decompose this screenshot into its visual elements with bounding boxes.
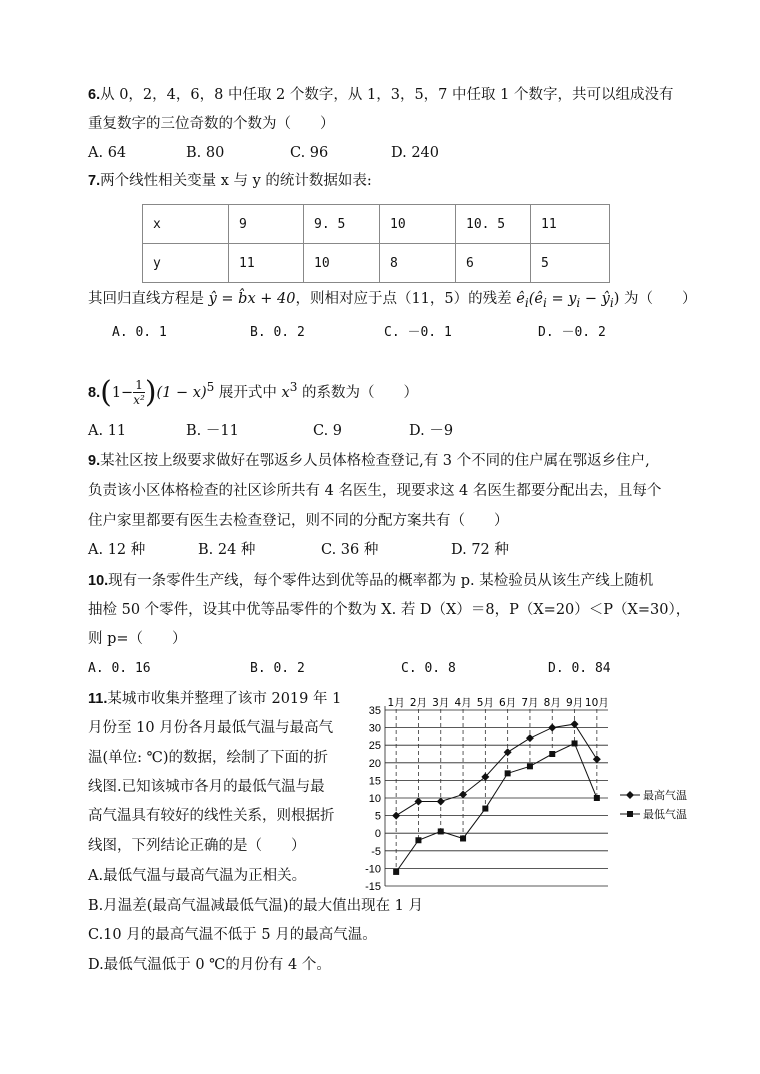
q9-number: 9. [88,453,101,469]
q8-line [88,364,418,410]
q11-line3: 温(单位: ℃)的数据，绘制了下面的折 [88,750,329,766]
q7-option-a: A. 0. 1 [112,325,167,340]
q7-residual-close: ) [613,291,620,307]
q11-line1 [88,689,341,709]
table-cell: 9 [229,205,304,244]
month-label: 1月 [387,697,405,709]
y-tick-label: 0 [374,828,381,841]
min-temp-point [460,835,466,841]
q6-line1 [88,85,673,105]
q6-line2: 重复数字的三位奇数的个数为（ ） [88,116,335,132]
q8-var-exp: 3 [289,380,298,394]
min-temp-point [438,828,444,834]
table-cell: 10 [304,244,380,283]
q11-option-c: C.10 月的最高气温不低于 5 月的最高气温。 [88,927,377,943]
q10-option-a: A. 0. 16 [88,661,151,676]
table-cell: 11 [229,244,304,283]
q7-line1 [88,171,372,191]
q8-option-d: D. －9 [409,423,454,439]
q10-text1: 现有一条零件生产线，每个零件达到优等品的概率都为 p. 某检验员从该生产线上随机 [108,573,654,589]
month-label: 5月 [476,697,494,709]
q7-text-mid: ，则相对应于点（11，5）的残差 [295,291,517,307]
max-temp-point [414,798,422,806]
q8-number: 8. [88,384,101,401]
q7-regression-line [88,289,697,313]
q7-text-post: 为（ ） [619,291,697,307]
table-cell: 8 [380,244,456,283]
q11-line5: 高气温具有较好的线性关系，则根据折 [88,808,335,824]
q8-tail-pre: 展开式中 [214,384,282,401]
min-temp-point [549,751,555,757]
month-label: 9月 [565,697,584,709]
q8-var: x [281,384,290,401]
q9-options [88,540,720,560]
q7-number: 7. [88,173,101,189]
q10-option-b: B. 0. 2 [250,661,305,676]
y-tick-label: 25 [368,740,381,753]
month-label: 2月 [409,697,428,709]
month-label: 4月 [454,697,472,709]
max-temp-point [571,720,579,728]
legend-label: 最高气温 [643,789,687,802]
q8-frac-den: x² [133,393,145,408]
max-temp-point [526,734,534,742]
q8-frac-num: 1 [135,378,143,393]
q8-option-c: C. 9 [313,423,343,439]
q10-option-c: C. 0. 8 [401,661,456,676]
legend-label: 最低气温 [643,808,687,821]
q8-option-a: A. 11 [88,423,127,439]
min-temp-point [527,763,533,769]
y-tick-label: 35 [368,705,381,717]
q9-option-c: C. 36 种 [321,542,379,558]
q8-options [88,421,720,441]
q7-option-d: D. －0. 2 [538,325,606,340]
q6-option-d: D. 240 [391,145,440,161]
max-temp-point [437,798,445,806]
q10-line1 [88,571,653,591]
table-cell: 10 [380,205,456,244]
y-tick-label: -15 [365,881,381,892]
q9-line2: 负责该小区体格检查的社区诊所共有 4 名医生，现要求这 4 名医生都要分配出去，且每个 [88,483,662,499]
min-temp-point [572,740,578,746]
temperature-line-chart [352,692,702,892]
table-cell: y [143,244,229,283]
q11-option-b: B.月温差(最高气温减最低气温)的最大值出现在 1 月 [88,898,424,914]
table-cell: 9. 5 [304,205,380,244]
q8-fraction [133,378,145,407]
table-cell: 10. 5 [456,205,531,244]
y-tick-label: 15 [368,775,381,788]
q6-option-b: B. 80 [186,145,225,161]
q6-option-a: A. 64 [88,145,127,161]
series-line-1 [396,724,597,816]
y-tick-label: -10 [365,863,381,876]
table-cell: 6 [456,244,531,283]
q7-options [88,323,720,343]
q11-line4: 线图.已知该城市各月的最低气温与最 [88,779,325,795]
table-cell: x [143,205,229,244]
q9-line1 [88,451,650,471]
q8-left-paren: ( [100,374,112,410]
q11-option-d: D.最低气温低于 0 ℃的月份有 4 个。 [88,957,331,973]
q8-one-minus: 1− [111,384,134,401]
q11-line6: 线图，下列结论正确的是（ ） [88,838,306,854]
legend-diamond-icon [626,791,634,799]
max-temp-point [593,755,601,763]
month-label: 7月 [521,697,539,709]
min-temp-point [505,770,511,776]
q8-tail-post: 的系数为（ ） [297,384,419,401]
q9-text1: 某社区按上级要求做好在鄂返乡人员体格检查登记,有 3 个不同的住户属在鄂返乡住户, [100,453,650,469]
min-temp-point [482,806,488,812]
min-temp-point [393,869,399,875]
q8-right-paren: ) [144,374,157,410]
q11-option-a: A.最低气温与最高气温为正相关。 [88,868,307,884]
q9-option-d: D. 72 种 [451,542,509,558]
q7-equation: ŷ = b̂x + 40 [208,291,296,307]
q8-option-b: B. －11 [186,423,239,439]
min-temp-point [415,837,421,843]
month-label: 3月 [432,697,450,709]
q7-residual-def: (ê [528,291,543,307]
month-label: 6月 [499,697,517,709]
q9-line3: 住户家里都要有医生去检查登记，则不同的分配方案共有（ ） [88,513,509,529]
max-temp-point [548,724,556,732]
q10-option-d: D. 0. 84 [548,661,611,676]
max-temp-point [392,812,400,820]
q7-text-pre: 其回归直线方程是 [88,291,209,307]
q6-number: 6. [88,87,101,103]
q10-number: 10. [88,573,109,589]
q7-option-c: C. －0. 1 [384,325,452,340]
y-tick-label: 10 [368,793,381,805]
q10-line3: 则 p=（ ） [88,631,187,647]
table-cell: 5 [531,244,610,283]
table-row [143,205,610,244]
q9-option-a: A. 12 种 [88,542,146,558]
month-label: 8月 [543,697,561,709]
q7-data-table [142,204,610,283]
y-tick-label: 30 [368,722,381,735]
q10-options [88,659,720,679]
q6-options [88,143,720,163]
q7-residual-sub2: i [542,295,547,310]
y-tick-label: -5 [371,845,381,858]
y-tick-label: 5 [374,810,381,823]
q11-number: 11. [88,691,108,707]
q7-residual-symbol: ê [516,291,525,307]
y-tick-label: 20 [368,757,381,770]
month-label: 10月 [584,697,609,709]
q7-residual-sub: i [524,295,529,310]
q6-option-c: C. 96 [290,145,329,161]
q7-stem: 两个线性相关变量 x 与 y 的统计数据如表: [100,173,372,189]
q10-line2: 抽检 50 个零件，设其中优等品零件的个数为 X. 若 D（X）＝8，P（X=20）＜P（X=30）， [88,602,691,618]
q8-exponent: 5 [206,380,215,394]
q9-option-b: B. 24 种 [198,542,256,558]
min-temp-point [594,795,600,801]
q6-text1: 从 0，2，4，6，8 中任取 2 个数字，从 1，3，5，7 中任取 1 个数字，共可以组成没有 [100,87,674,103]
q11-line2: 月份至 10 月份各月最低气温与最高气 [88,720,334,736]
table-cell: 11 [531,205,610,244]
table-row [143,244,610,283]
legend-square-icon [627,811,633,817]
q7-residual-def3: − ŷ [580,291,610,307]
q7-residual-def2: = y [546,291,577,307]
q11-text1: 某城市收集并整理了该市 2019 年 1 [107,691,342,707]
q7-option-b: B. 0. 2 [250,325,305,340]
q8-factor: (1 − x) [156,384,207,401]
q7-residual-sub3: i [576,295,581,310]
q7-residual-sub4: i [609,295,614,310]
